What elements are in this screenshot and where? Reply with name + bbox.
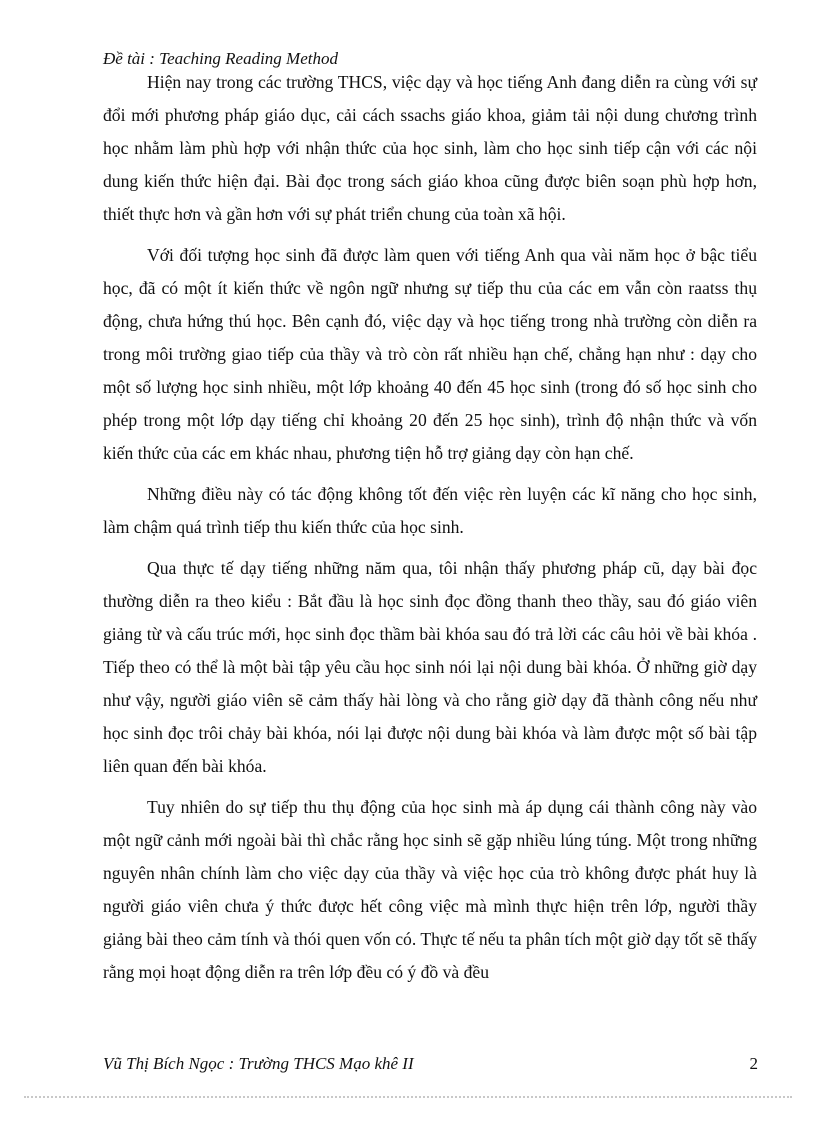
paragraph-5: Tuy nhiên do sự tiếp thu thụ động của học sinh mà áp dụng cái thành công này vào một ngữ cảnh mới ngoài bài thì chắc rằng học sinh sẽ gặp nhiều lúng túng. Một trong những nguyên nhân chính làm cho việc dạy của thầy và việc học của trò không được phát huy là người giáo viên chưa ý thức được hết công việc mà mình thực hiện trên lớp, người thầy giảng bài theo cảm tính và thói quen vốn có. Thực tế nếu ta phân tích một giờ dạy tốt sẽ thấy rằng mọi hoạt động diễn ra trên lớp đều có ý đồ và đều <box>103 797 757 982</box>
document-header-title: Đề tài : Teaching Reading Method <box>103 49 338 68</box>
paragraph-2: Với đối tượng học sinh đã được làm quen với tiếng Anh qua vài năm học ở bậc tiểu học, đã có một ít kiến thức về ngôn ngữ nhưng sự tiếp thu của các em vẫn còn raatss thụ động, chưa hứng thú học. Bên cạnh đó, việc dạy và học tiếng trong nhà trường còn diễn ra trong môi trường giao tiếp của thầy và trò còn rất nhiều hạn chế, chẳng hạn như : dạy cho một số lượng học sinh nhiều, một lớp khoảng 40 đến 45 học sinh (trong đó số học sinh cho phép trong một lớp dạy tiếng chỉ khoảng 20 đến 25 học sinh), trình độ nhận thức và vốn kiến thức của các em khác nhau, phương tiện hỗ trợ giảng dạy còn hạn chế. <box>103 245 757 463</box>
document-body <box>103 66 757 997</box>
paragraph-3: Những điều này có tác động không tốt đến việc rèn luyện các kĩ năng cho học sinh, làm chậm quá trình tiếp thu kiến thức của học sinh. <box>103 484 757 537</box>
paragraph-1: Hiện nay trong các trường THCS, việc dạy và học tiếng Anh đang diễn ra cùng với sự đổi mới phương pháp giáo dục, cải cách ssachs giáo khoa, giảm tải nội dung chương trình học nhằm làm phù hợp với nhận thức của học sinh, làm cho học sinh tiếp cận với các nội dung kiến thức hiện đại. Bài đọc trong sách giáo khoa cũng được biên soạn phù hợp hơn, thiết thực hơn và gần hơn với sự phát triển chung của toàn xã hội. <box>103 72 757 224</box>
paragraph-4: Qua thực tế dạy tiếng những năm qua, tôi nhận thấy phương pháp cũ, dạy bài đọc thường diễn ra theo kiểu : Bắt đầu là học sinh đọc đồng thanh theo thầy, sau đó giáo viên giảng từ và cấu trúc mới, học sinh đọc thầm bài khóa sau đó trả lời các câu hỏi về bài khóa . Tiếp theo có thể là một bài tập yêu cầu học sinh nói lại nội dung bài khóa. Ở những giờ dạy như vậy, người giáo viên sẽ cảm thấy hài lòng và cho rằng giờ dạy đã thành công nếu như học sinh đọc trôi chảy bài khóa, nói lại được nội dung bài khóa và làm được một số bài tập liên quan đến bài khóa. <box>103 558 757 776</box>
page-number: 2 <box>749 1054 758 1073</box>
page-bottom-divider <box>24 1096 792 1098</box>
footer-author: Vũ Thị Bích Ngọc : Trường THCS Mạo khê II <box>103 1054 414 1073</box>
